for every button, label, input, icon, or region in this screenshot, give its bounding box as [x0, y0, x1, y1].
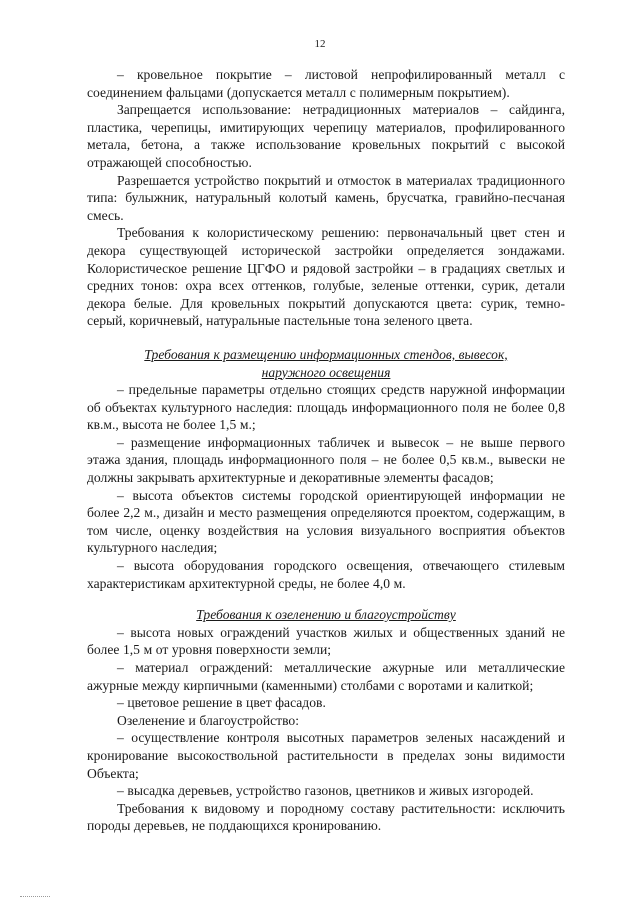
document-body: [87, 66, 565, 835]
section-spacer: [87, 330, 565, 346]
paragraph-allowed-paving: Разрешается устройство покрытий и отмосток в материалах традиционного типа: булыжник, натуральный колотый камень, брусчатка, гравийно-песчаная смесь.: [87, 172, 565, 223]
paragraph-species-requirements: Требования к видовому и породному составу растительности: исключить породы деревьев, не поддающихся кронированию.: [87, 800, 565, 834]
section-info-stands: [87, 346, 565, 592]
paragraph-signboards-placement: – размещение информационных табличек и вывесок – не выше первого этажа здания, площадь информационного поля – не более 0,5 кв.м., вывески не должны закрывать архитектурные и декоративные элементы фасадов;: [87, 434, 565, 486]
paragraph-fence-color: – цветовое решение в цвет фасадов.: [117, 695, 326, 711]
section-spacer: [87, 592, 565, 606]
paragraph-landscaping-intro: Озеленение и благоустройство:: [117, 712, 299, 728]
paragraph-roofing-material: – кровельное покрытие – листовой непрофилированный металл с соединением фальцами (допускается металл с полимерным покрытием).: [87, 67, 565, 100]
page-number: 12: [314, 38, 326, 50]
paragraph-prohibited-materials: Запрещается использование: нетрадиционных материалов – сайдинга, пластика, черепицы, имитирующих черепицу материалов, профилированного метала, бетона, а также использование кровельных покрытий с высокой отражающей способностью.: [87, 102, 565, 170]
paragraph-standalone-info-limits: – предельные параметры отдельно стоящих средств наружной информации об объектах культурного наследия: площадь информационного поля не более 0,8 кв.м., высота не более 1,5 м.;: [87, 382, 565, 433]
heading-info-stands-line1: Требования к размещению информационных стендов, вывесок,: [144, 346, 508, 362]
section-landscaping: [87, 606, 565, 835]
paragraph-wayfinding-height: – высота объектов системы городской ориентирующей информации не более 2,2 м., дизайн и место размещения определяются проектом, содержащим, в том числе, оценку воздействия на условия визуального восприятия объектов культурного наследия;: [87, 487, 565, 556]
scan-edge-mark: [20, 896, 50, 897]
paragraph-tree-height-control: – осуществление контроля высотных параметров зеленых насаждений и кронирование высокоствольной растительности в пределах зоны видимости Объекта;: [87, 730, 565, 781]
paragraph-planting: – высадка деревьев, устройство газонов, цветников и живых изгородей.: [117, 783, 534, 799]
paragraph-fence-material: – материал ограждений: металлические ажурные или металлические ажурные между кирпичными (каменными) столбами с воротами и калиткой;: [87, 660, 565, 693]
heading-landscaping: Требования к озеленению и благоустройству: [196, 607, 456, 623]
section-roofing: [87, 66, 565, 330]
paragraph-fence-height: – высота новых ограждений участков жилых и общественных зданий не более 1,5 м от уровня поверхности земли;: [87, 624, 565, 658]
paragraph-lighting-height: – высота оборудования городского освещения, отвечающего стилевым характеристикам архитектурной среды, не более 4,0 м.: [87, 558, 565, 591]
paragraph-color-requirements: Требования к колористическому решению: первоначальный цвет стен и декора существующей исторической застройки определяется зондажами. Колористическое решение ЦГФО и рядовой застройки – в градациях светлых и средних тонов: охра всех оттенков, голубые, зеленые оттенки, сурик, детали декора белые. Для кровельных покрытий допускаются цвета: сурик, темно-серый, коричневый, натуральные пастельные тона зеленого цвета.: [87, 225, 565, 329]
heading-info-stands-line2: наружного освещения: [261, 364, 391, 380]
